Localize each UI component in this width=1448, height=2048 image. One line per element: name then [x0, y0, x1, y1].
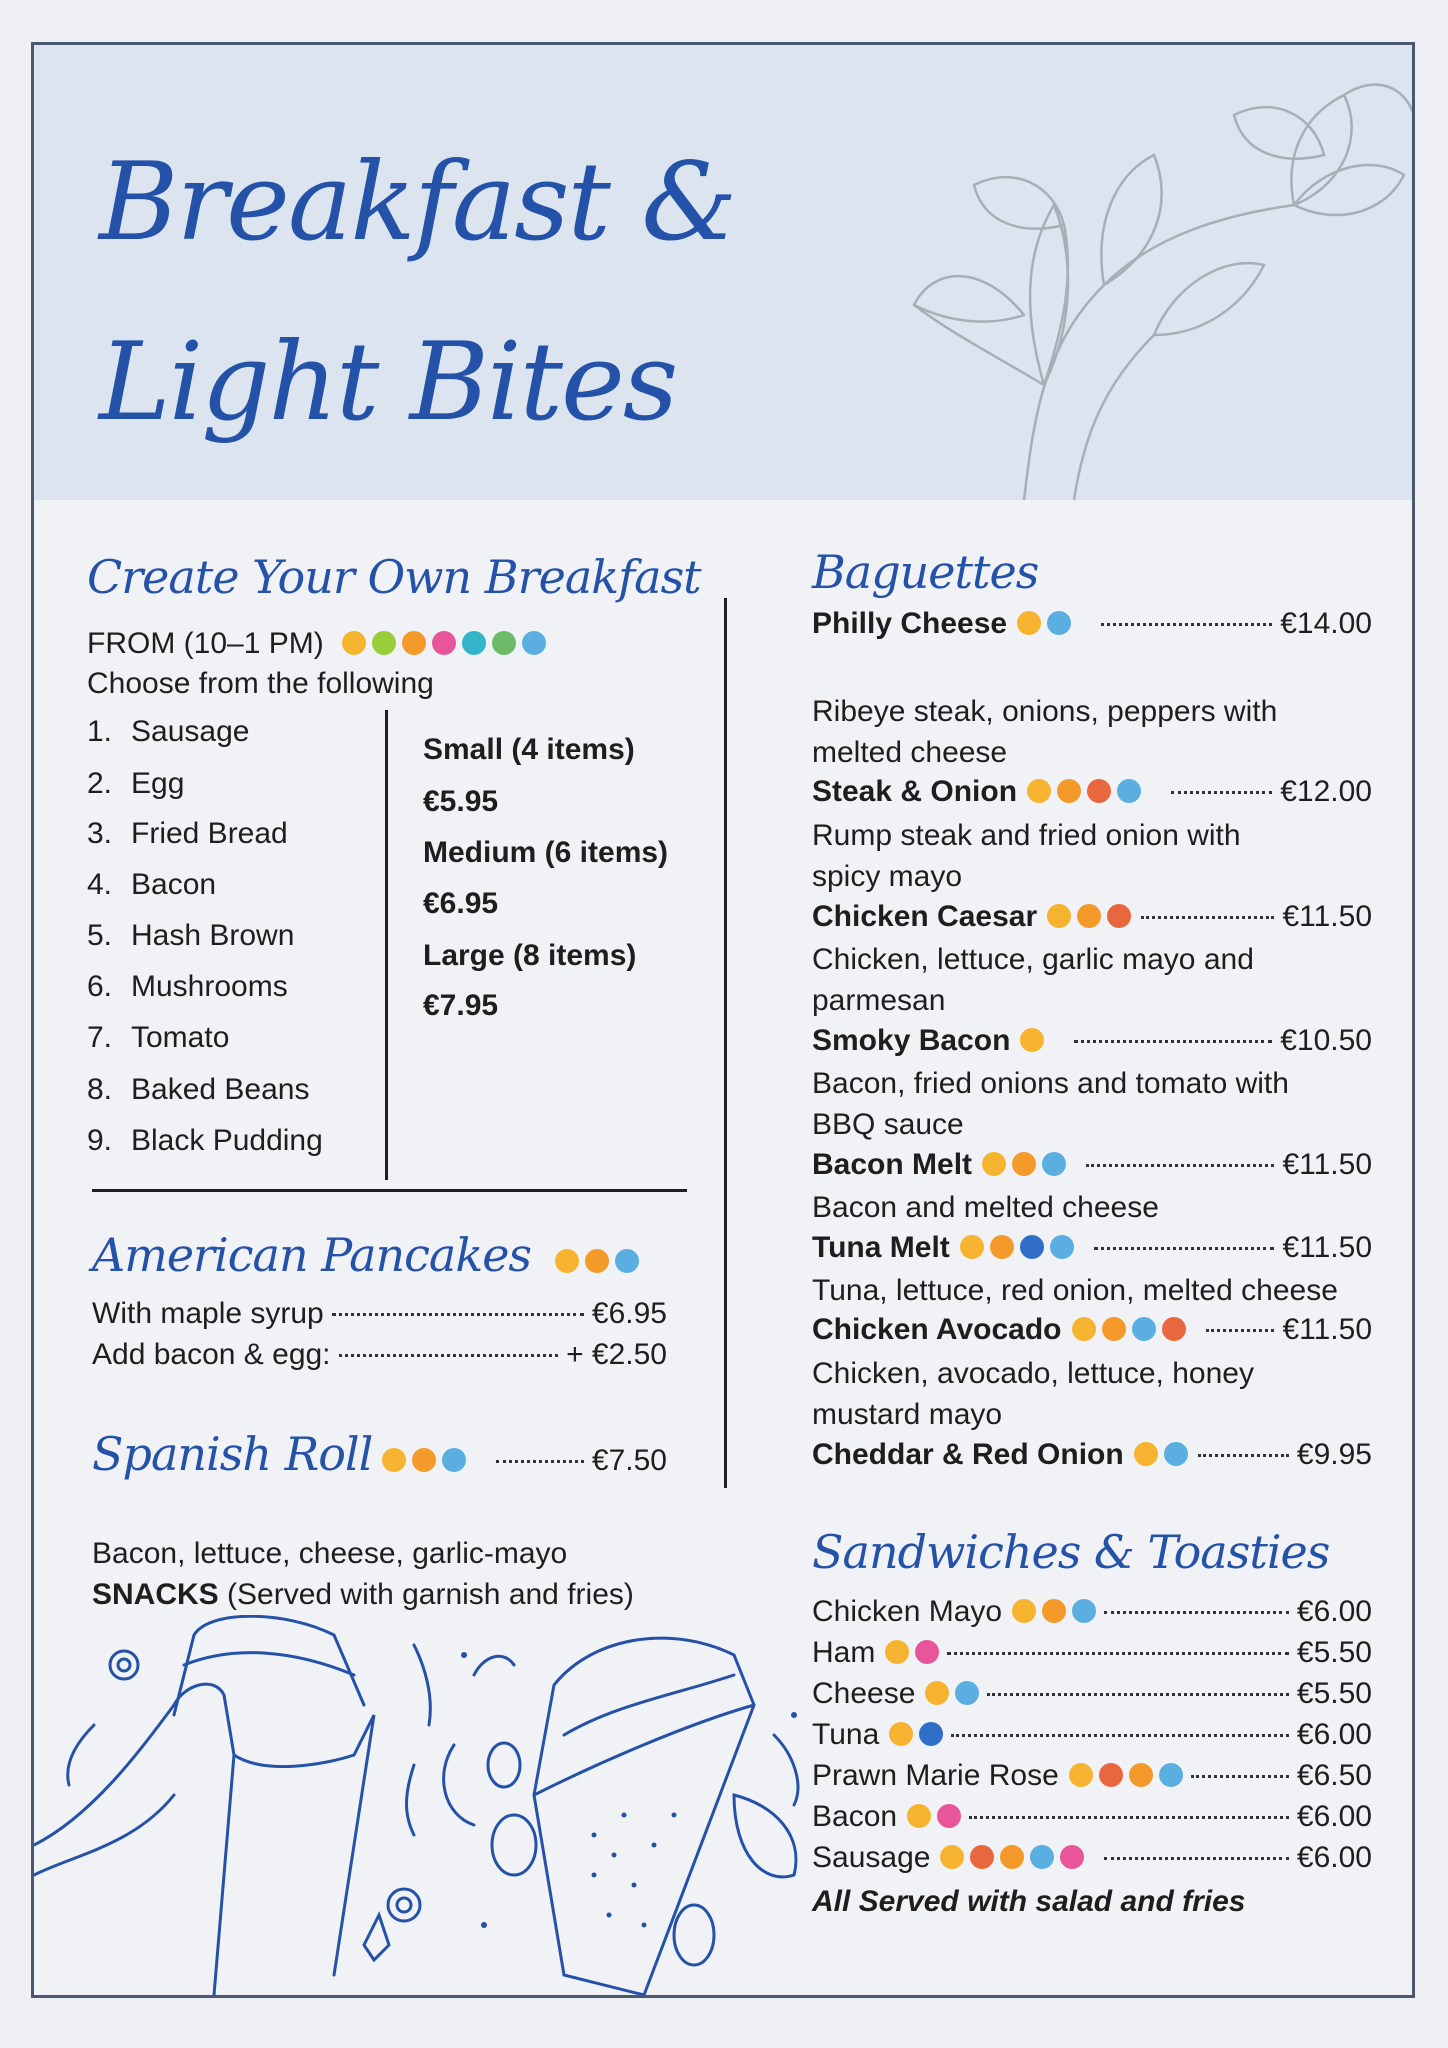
- egg-icon: [1057, 779, 1081, 803]
- baguette-name: Smoky Bacon: [812, 1024, 1011, 1057]
- baguette-name: Steak & Onion: [812, 775, 1018, 808]
- pancakes-line-2: Add bacon & egg:: [92, 1338, 331, 1371]
- fish-icon: [1020, 1235, 1044, 1259]
- dotted-leader: [1101, 623, 1272, 626]
- sulphites-icon: [432, 631, 456, 655]
- pancakes-row-1: [92, 1297, 667, 1331]
- gluten-icon: [885, 1640, 909, 1664]
- allergen-icons: [1072, 1317, 1186, 1341]
- spanish-roll-desc: Bacon, lettuce, cheese, garlic-mayo: [92, 1537, 568, 1570]
- allergen-icons: [925, 1681, 979, 1705]
- egg-icon: [1077, 904, 1101, 928]
- dotted-leader: [987, 1693, 1289, 1696]
- dotted-leader: [339, 1354, 559, 1357]
- list-item: 1. Sausage: [87, 715, 250, 748]
- size-label: Large (8 items): [423, 939, 637, 972]
- baguette-price: €11.50: [1282, 1313, 1372, 1346]
- sandwich-name: Cheese: [812, 1677, 916, 1710]
- gluten-icon: [940, 1845, 964, 1869]
- egg-icon: [1129, 1763, 1153, 1787]
- allergen-icons: [1027, 779, 1141, 803]
- sandwich-name: Prawn Marie Rose: [812, 1759, 1059, 1792]
- egg-icon: [1012, 1152, 1036, 1176]
- sandwich-name: Ham: [812, 1636, 876, 1669]
- sandwich-row: [812, 1677, 1372, 1711]
- baguette-desc: Rump steak and fried onion with: [812, 819, 1241, 852]
- pancakes-row-2: [92, 1338, 667, 1372]
- baguette-row: [812, 607, 1372, 641]
- snacks-note: [92, 1578, 634, 1612]
- sulphites-icon: [915, 1640, 939, 1664]
- pancakes-price-2: + €2.50: [566, 1338, 667, 1371]
- breakfast-from-text: FROM (10–1 PM): [87, 627, 324, 660]
- baguette-row: [812, 1313, 1372, 1347]
- milk-icon: [1164, 1442, 1188, 1466]
- sulphites-icon: [937, 1804, 961, 1828]
- egg-icon: [585, 1249, 609, 1273]
- sandwich-row: [812, 1636, 1372, 1670]
- gluten-icon: [1017, 611, 1041, 635]
- mustard-icon: [492, 631, 516, 655]
- sandwich-row: [812, 1595, 1372, 1629]
- spanish-roll-heading: Spanish Roll: [92, 1427, 373, 1481]
- baguette-row: [812, 775, 1372, 809]
- sandwiches-heading: Sandwiches & Toasties: [812, 1525, 1330, 1579]
- baguette-price: €10.50: [1280, 1024, 1372, 1057]
- allergen-icons: [1017, 611, 1071, 635]
- baguette-price: €11.50: [1282, 1231, 1372, 1264]
- gluten-icon: [925, 1681, 949, 1705]
- baguette-name: Philly Cheese: [812, 607, 1008, 640]
- sandwich-price: €5.50: [1296, 1677, 1372, 1710]
- spanish-roll-price: €7.50: [591, 1444, 667, 1477]
- pancakes-line-1: With maple syrup: [92, 1297, 324, 1330]
- allergen-icons: [1047, 904, 1131, 928]
- title-line-1: Breakfast &: [99, 140, 736, 265]
- allergen-icons: [1012, 1599, 1096, 1623]
- size-price: €5.95: [423, 785, 499, 818]
- dotted-leader: [1104, 1857, 1288, 1860]
- list-item: 9. Black Pudding: [87, 1124, 323, 1157]
- baguette-name: Tuna Melt: [812, 1231, 950, 1264]
- baguette-row: [812, 1024, 1372, 1058]
- size-label: Medium (6 items): [423, 836, 669, 869]
- milk-icon: [1132, 1317, 1156, 1341]
- wraps-illustration: [34, 1615, 814, 1998]
- list-item: 7. Tomato: [87, 1021, 230, 1054]
- sandwich-price: €6.00: [1296, 1595, 1372, 1628]
- gluten-icon: [960, 1235, 984, 1259]
- egg-icon: [1000, 1845, 1024, 1869]
- list-item: 6. Mushrooms: [87, 970, 288, 1003]
- baguette-name: Chicken Avocado: [812, 1313, 1062, 1346]
- sandwich-name: Chicken Mayo: [812, 1595, 1003, 1628]
- leaves-illustration: [874, 55, 1414, 500]
- sandwich-price: €6.00: [1296, 1718, 1372, 1751]
- sandwich-price: €5.50: [1296, 1636, 1372, 1669]
- allergen-icons: [342, 631, 546, 655]
- list-item: 4. Bacon: [87, 868, 217, 901]
- sandwich-row: [812, 1841, 1372, 1875]
- baguette-desc: Tuna, lettuce, red onion, melted cheese: [812, 1274, 1338, 1307]
- sulphites-icon: [1060, 1845, 1084, 1869]
- dotted-leader: [1206, 1329, 1275, 1332]
- size-price: €7.95: [423, 989, 499, 1022]
- milk-icon: [1050, 1235, 1074, 1259]
- sandwich-row: [812, 1800, 1372, 1834]
- milk-icon: [1047, 611, 1071, 635]
- list-item: 2. Egg: [87, 767, 185, 800]
- list-item: 5. Hash Brown: [87, 919, 295, 952]
- allergen-icons: [982, 1152, 1066, 1176]
- egg-icon: [412, 1448, 436, 1472]
- egg-icon: [990, 1235, 1014, 1259]
- baguette-desc: Chicken, lettuce, garlic mayo and: [812, 943, 1254, 976]
- milk-icon: [1117, 779, 1141, 803]
- dotted-leader: [1104, 1611, 1289, 1614]
- baguette-desc: Chicken, avocado, lettuce, honey: [812, 1357, 1254, 1390]
- gluten-icon: [1069, 1763, 1093, 1787]
- dotted-leader: [1171, 791, 1272, 794]
- baguette-desc: Bacon, fried onions and tomato with: [812, 1067, 1289, 1100]
- fish-icon: [919, 1722, 943, 1746]
- gluten-icon: [342, 631, 366, 655]
- allergen-icons: [382, 1448, 466, 1472]
- sandwich-row: [812, 1759, 1372, 1793]
- gluten-icon: [1072, 1317, 1096, 1341]
- dotted-leader: [1198, 1454, 1289, 1457]
- pancakes-heading: [92, 1228, 639, 1282]
- baguette-desc: mustard mayo: [812, 1398, 1003, 1431]
- list-item: 8. Baked Beans: [87, 1073, 310, 1106]
- celery-icon: [372, 631, 396, 655]
- sandwiches-footer: All Served with salad and fries: [812, 1885, 1246, 1918]
- mustard-icon: [1087, 779, 1111, 803]
- gluten-icon: [1134, 1442, 1158, 1466]
- breakfast-bottom-divider: [92, 1189, 687, 1192]
- gluten-icon: [889, 1722, 913, 1746]
- mustard-icon: [1107, 904, 1131, 928]
- allergen-icons: [889, 1722, 943, 1746]
- allergen-icons: [1069, 1763, 1183, 1787]
- sandwich-price: €6.00: [1296, 1800, 1372, 1833]
- gluten-icon: [1012, 1599, 1036, 1623]
- baguette-desc: Ribeye steak, onions, peppers with: [812, 695, 1278, 728]
- gluten-icon: [555, 1249, 579, 1273]
- menu-frame: [31, 42, 1415, 1998]
- sandwich-name: Tuna: [812, 1718, 880, 1751]
- snacks-label: SNACKS: [92, 1578, 219, 1611]
- list-item: 3. Fried Bread: [87, 817, 288, 850]
- gluten-icon: [1047, 904, 1071, 928]
- gluten-icon: [1020, 1028, 1044, 1052]
- baguette-price: €9.95: [1296, 1438, 1372, 1471]
- baguette-row: [812, 1438, 1372, 1472]
- gluten-icon: [1027, 779, 1051, 803]
- baguette-price: €14.00: [1280, 607, 1372, 640]
- allergen-icons: [907, 1804, 961, 1828]
- dotted-leader: [1141, 916, 1274, 919]
- egg-icon: [402, 631, 426, 655]
- baguette-desc: Bacon and melted cheese: [812, 1191, 1159, 1224]
- dotted-leader: [1191, 1775, 1289, 1778]
- breakfast-from-line: [87, 627, 546, 661]
- baguette-desc: parmesan: [812, 984, 946, 1017]
- dotted-leader: [951, 1734, 1289, 1737]
- gluten-icon: [907, 1804, 931, 1828]
- mustard-icon: [970, 1845, 994, 1869]
- baguette-row: [812, 1148, 1372, 1182]
- spanish-roll-row: [92, 1427, 667, 1481]
- milk-icon: [1030, 1845, 1054, 1869]
- allergen-icons: [960, 1235, 1074, 1259]
- baguettes-heading: Baguettes: [812, 545, 1039, 599]
- baguette-name: Chicken Caesar: [812, 900, 1038, 933]
- baguette-price: €11.50: [1282, 1148, 1372, 1181]
- baguette-name: Bacon Melt: [812, 1148, 973, 1181]
- crustacean-icon: [1099, 1763, 1123, 1787]
- allergen-icons: [555, 1249, 639, 1273]
- egg-icon: [1042, 1599, 1066, 1623]
- soya-icon: [462, 631, 486, 655]
- milk-icon: [955, 1681, 979, 1705]
- sandwich-row: [812, 1718, 1372, 1752]
- dotted-leader: [969, 1816, 1289, 1819]
- baguette-price: €12.00: [1280, 775, 1372, 808]
- milk-icon: [442, 1448, 466, 1472]
- baguette-name: Cheddar & Red Onion: [812, 1438, 1124, 1471]
- milk-icon: [1042, 1152, 1066, 1176]
- milk-icon: [1072, 1599, 1096, 1623]
- breakfast-choose: Choose from the following: [87, 667, 434, 700]
- size-label: Small (4 items): [423, 733, 635, 766]
- dotted-leader: [496, 1460, 584, 1463]
- baguette-desc: spicy mayo: [812, 860, 963, 893]
- milk-icon: [522, 631, 546, 655]
- dotted-leader: [332, 1313, 584, 1316]
- allergen-icons: [1020, 1028, 1044, 1052]
- pancakes-price-1: €6.95: [591, 1297, 667, 1330]
- breakfast-heading: Create Your Own Breakfast: [87, 550, 701, 604]
- snacks-detail: (Served with garnish and fries): [218, 1578, 634, 1611]
- dotted-leader: [1074, 1040, 1272, 1043]
- milk-icon: [1159, 1763, 1183, 1787]
- breakfast-column-divider: [385, 710, 388, 1180]
- dotted-leader: [1094, 1247, 1275, 1250]
- sandwich-name: Bacon: [812, 1800, 898, 1833]
- pancakes-heading-text: American Pancakes: [92, 1228, 532, 1282]
- sandwich-name: Sausage: [812, 1841, 931, 1874]
- column-divider: [724, 598, 727, 1488]
- baguette-row: [812, 900, 1372, 934]
- dotted-leader: [1086, 1164, 1274, 1167]
- allergen-icons: [1134, 1442, 1188, 1466]
- mustard-icon: [1162, 1317, 1186, 1341]
- sandwich-price: €6.50: [1296, 1759, 1372, 1792]
- sandwich-price: €6.00: [1296, 1841, 1372, 1874]
- size-price: €6.95: [423, 887, 499, 920]
- baguette-desc: melted cheese: [812, 736, 1008, 769]
- baguette-desc: BBQ sauce: [812, 1108, 964, 1141]
- allergen-icons: [940, 1845, 1084, 1869]
- egg-icon: [1102, 1317, 1126, 1341]
- dotted-leader: [947, 1652, 1289, 1655]
- gluten-icon: [382, 1448, 406, 1472]
- allergen-icons: [885, 1640, 939, 1664]
- baguette-price: €11.50: [1282, 900, 1372, 933]
- baguette-row: [812, 1231, 1372, 1265]
- gluten-icon: [982, 1152, 1006, 1176]
- milk-icon: [615, 1249, 639, 1273]
- title-line-2: Light Bites: [99, 320, 677, 445]
